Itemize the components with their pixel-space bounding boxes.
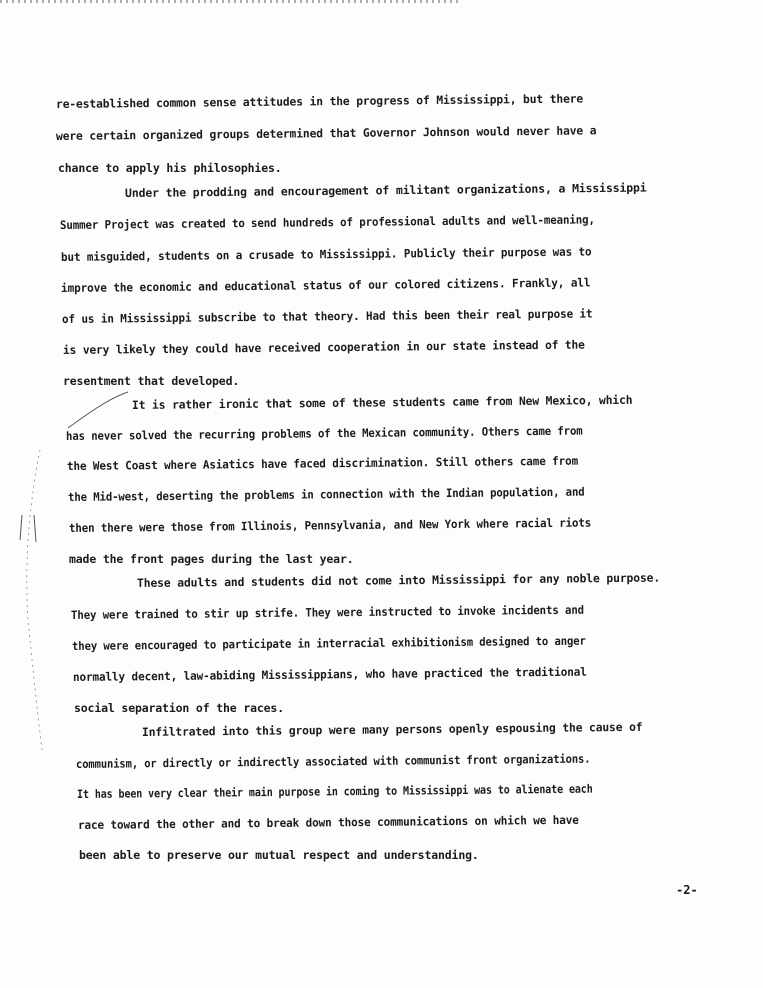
text-line: Under the prodding and encouragement of militant organizations, a Mississippi <box>124 180 647 200</box>
page-number: -2- <box>676 883 698 897</box>
text-line: normally decent, law-abiding Mississippians, who have practiced the traditional <box>72 664 587 684</box>
text-line: has never solved the recurring problems of the Mexican community. Others came from <box>65 423 583 443</box>
text-line: communism, or directly or indirectly associated with communist front organizations. <box>75 751 591 771</box>
text-line: These adults and students did not come into Mississippi for any noble purpose. <box>136 570 661 590</box>
text-line: They were trained to stir up strife. They were instructed to invoke incidents and <box>70 602 585 622</box>
text-line: were certain organized groups determined that Governor Johnson would never have a <box>55 123 597 143</box>
text-line: been able to preserve our mutual respect and understanding. <box>79 848 479 862</box>
text-line: then there were those from Illinois, Pennsylvania, and New York where racial riots <box>68 515 592 535</box>
text-line: It has been very clear their main purpose in coming to Mississippi was to alienate each <box>76 781 593 801</box>
text-line: they were encouraged to participate in interracial exhibitionism designed to anger <box>71 633 586 653</box>
text-line: of us in Mississippi subscribe to that theory. Had this been their real purpose it <box>61 306 593 326</box>
text-line: It is rather ironic that some of these students came from New Mexico, which <box>131 392 633 412</box>
text-line: Infiltrated into this group were many persons openly espousing the cause of <box>141 719 643 739</box>
text-line: chance to apply his philosophies. <box>58 161 282 175</box>
text-line: social separation of the races. <box>74 701 284 715</box>
text-line: resentment that developed. <box>63 374 240 388</box>
text-line: made the front pages during the last year. <box>69 552 354 566</box>
text-line: race toward the other and to break down those communications on which we have <box>77 812 579 832</box>
text-line: the Mid-west, deserting the problems in connection with the Indian population, and <box>67 484 585 504</box>
text-line: Summer Project was created to send hundreds of professional adults and well-meaning, <box>59 212 595 232</box>
text-line: the West Coast where Asiatics have faced discrimination. Still others came from <box>66 453 579 473</box>
text-line: but misguided, students on a crusade to Mississippi. Publicly their purpose was to <box>60 244 592 264</box>
text-line: is very likely they could have received cooperation in our state instead of the <box>62 337 585 357</box>
text-line: re-established common sense attitudes in the progress of Mississippi, but there <box>55 91 584 111</box>
text-line: improve the economic and educational status of our colored citizens. Frankly, all <box>60 275 591 295</box>
